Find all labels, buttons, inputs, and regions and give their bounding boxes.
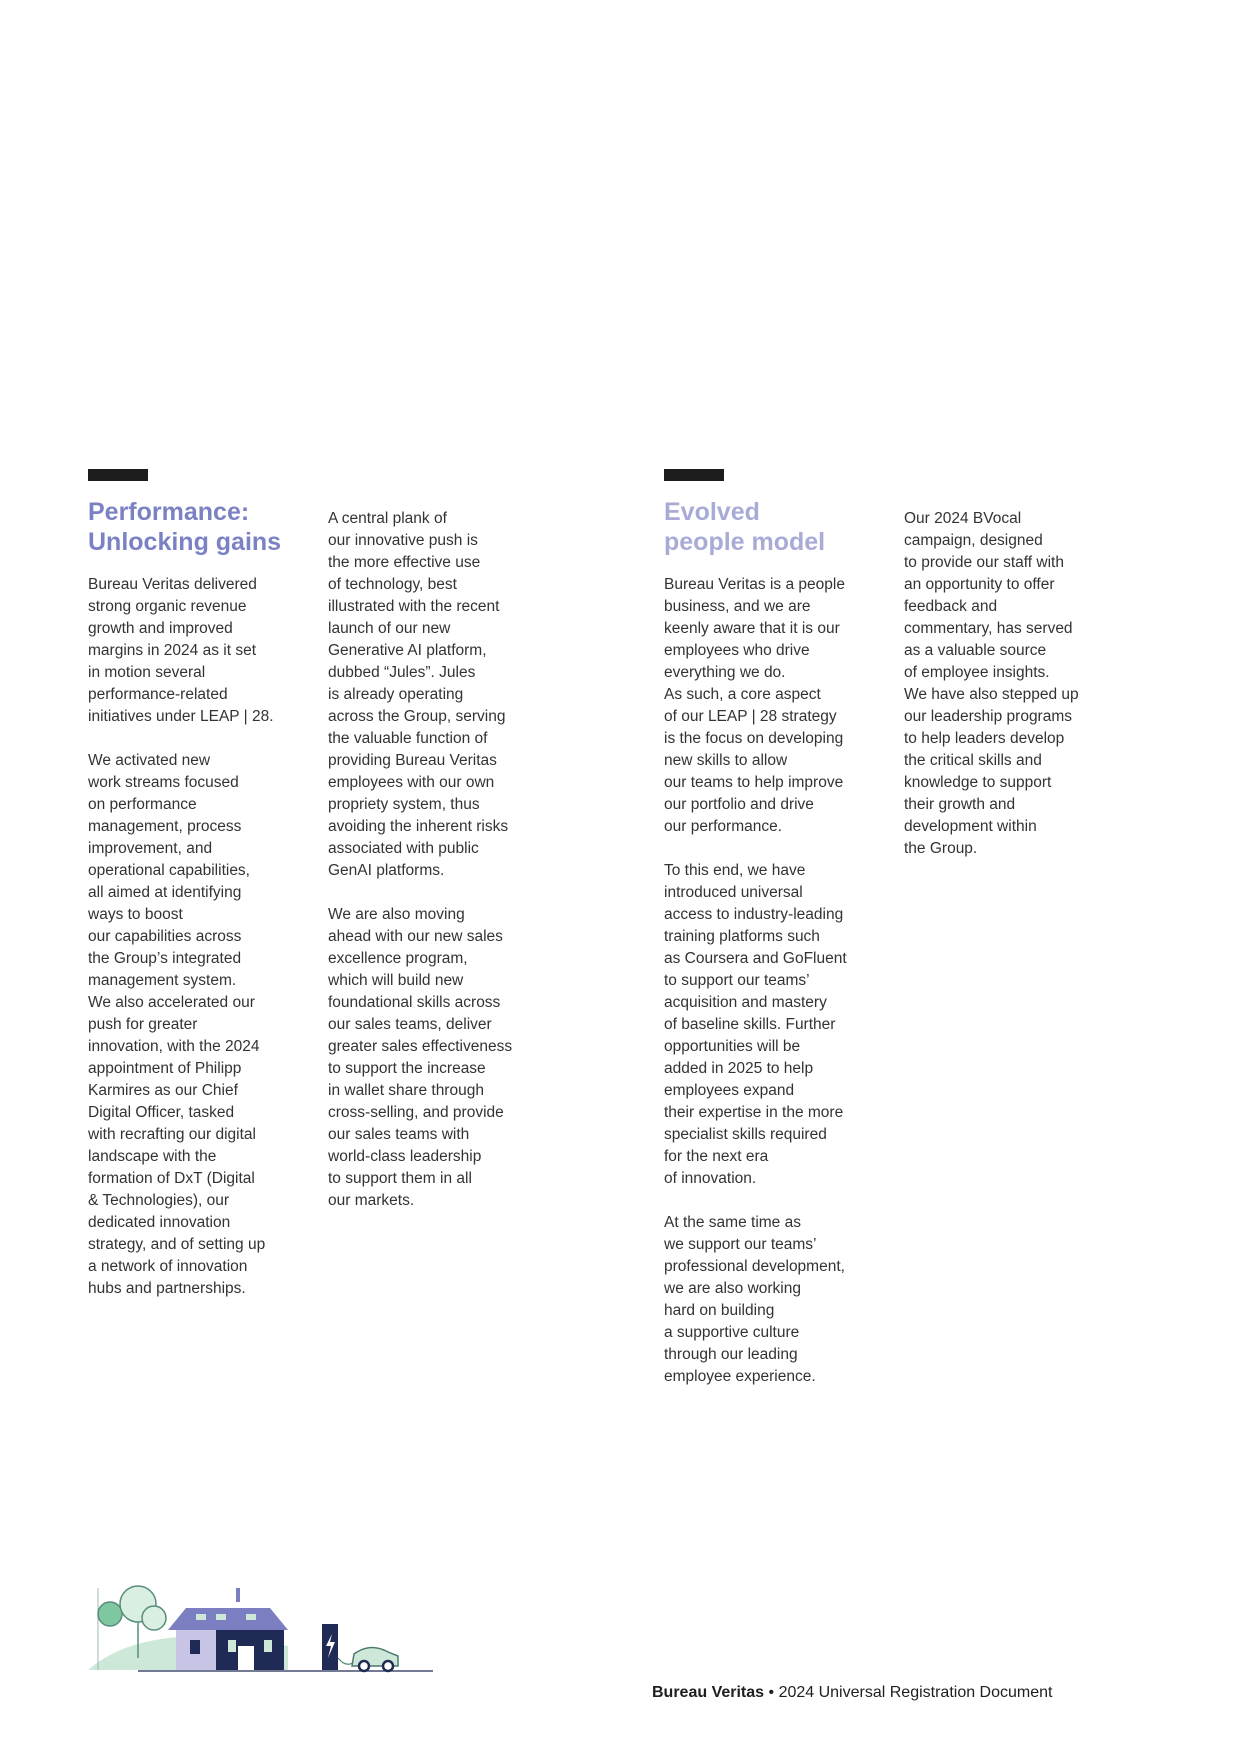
roof-window [196, 1614, 206, 1620]
paragraph: We have also stepped up our leadership programs to help leaders develop the critical skills and knowledge to support their growth and development within the Group. [904, 686, 1079, 857]
performance-heading: Performance: Unlocking gains [88, 498, 282, 556]
tree-icon [98, 1602, 122, 1626]
house-window [228, 1640, 236, 1652]
paragraph: Bureau Veritas is a people business, and we are keenly aware that it is our employees who drive everything we do. [664, 576, 845, 681]
chimney-shape [236, 1588, 240, 1602]
paragraph: Our 2024 BVocal campaign, designed to provide our staff with an opportunity to offer feedback and commentary, has served as a valuable source of employee insights. [904, 510, 1073, 681]
performance-column-1 [88, 574, 318, 1322]
people-heading: Evolved people model [664, 498, 826, 556]
charging-station-icon [322, 1624, 338, 1670]
tree-icon [142, 1606, 166, 1630]
charging-cable [338, 1658, 354, 1664]
house-ev-illustration [88, 1578, 433, 1676]
people-column-2 [904, 508, 1134, 882]
paragraph: We are also moving ahead with our new sales excellence program, which will build new foundational skills across our sales teams, deliver greater sales effectiveness to support the increase in wallet share through cross-selling, and provide our sales teams with world-class leadership to support them in all our markets. [328, 906, 513, 1209]
footer-brand: Bureau Veritas [652, 1684, 765, 1701]
page-footer [652, 1684, 1052, 1702]
house-window [190, 1640, 200, 1654]
roof-shape [168, 1608, 288, 1630]
paragraph: Bureau Veritas delivered strong organic revenue growth and improved margins in 2024 as it set in motion several performance-related initiatives under LEAP | 28. [88, 576, 274, 725]
car-wheel [383, 1661, 393, 1671]
section-marker-bar [88, 469, 148, 481]
roof-window [216, 1614, 226, 1620]
paragraph: At the same time as we support our teams’ professional development, we are also working hard on building a supportive culture through our leading employee experience. [664, 1214, 845, 1385]
paragraph: A central plank of our innovative push is the more effective use of technology, best illustrated with the recent launch of our new Generative AI platform, dubbed “Jules”. Jules is already operating across the Group, serving the valuable function of providing Bureau Veritas employees with our own propriety system, thus avoiding the inherent risks associated with public GenAI platforms. [328, 510, 509, 879]
paragraph: We also accelerated our push for greater innovation, with the 2024 appointment of Philipp Karmires as our Chief Digital Officer, tasked with recrafting our digital landscape with the formation of DxT (Digital & Technologies), our dedicated innovation strategy, and of setting up a network of innovation hubs and partnerships. [88, 994, 266, 1297]
paragraph: To this end, we have introduced universal access to industry-leading training platforms such as Coursera and GoFluent to support our teams’ acquisition and mastery of baseline skills. Further opportunities will be added in 2025 to help employees expand their expertise in the more specialist skills required for the next era of innovation. [664, 862, 847, 1187]
footer-document-title: 2024 Universal Registration Document [778, 1684, 1053, 1701]
roof-window [246, 1614, 256, 1620]
house-window [264, 1640, 272, 1652]
performance-column-2 [328, 508, 558, 1234]
door-shape [238, 1646, 254, 1670]
people-column-1 [664, 574, 894, 1410]
paragraph: As such, a core aspect of our LEAP | 28 strategy is the focus on developing new skills to allow our teams to help improve our portfolio and drive our performance. [664, 686, 844, 835]
car-wheel [359, 1661, 369, 1671]
section-marker-bar [664, 469, 724, 481]
footer-separator: • [764, 1684, 779, 1701]
paragraph: We activated new work streams focused on performance management, process improvement, and operational capabilities, all aimed at identifying ways to boost our capabilities across the Group’s integrated management system. [88, 752, 250, 989]
